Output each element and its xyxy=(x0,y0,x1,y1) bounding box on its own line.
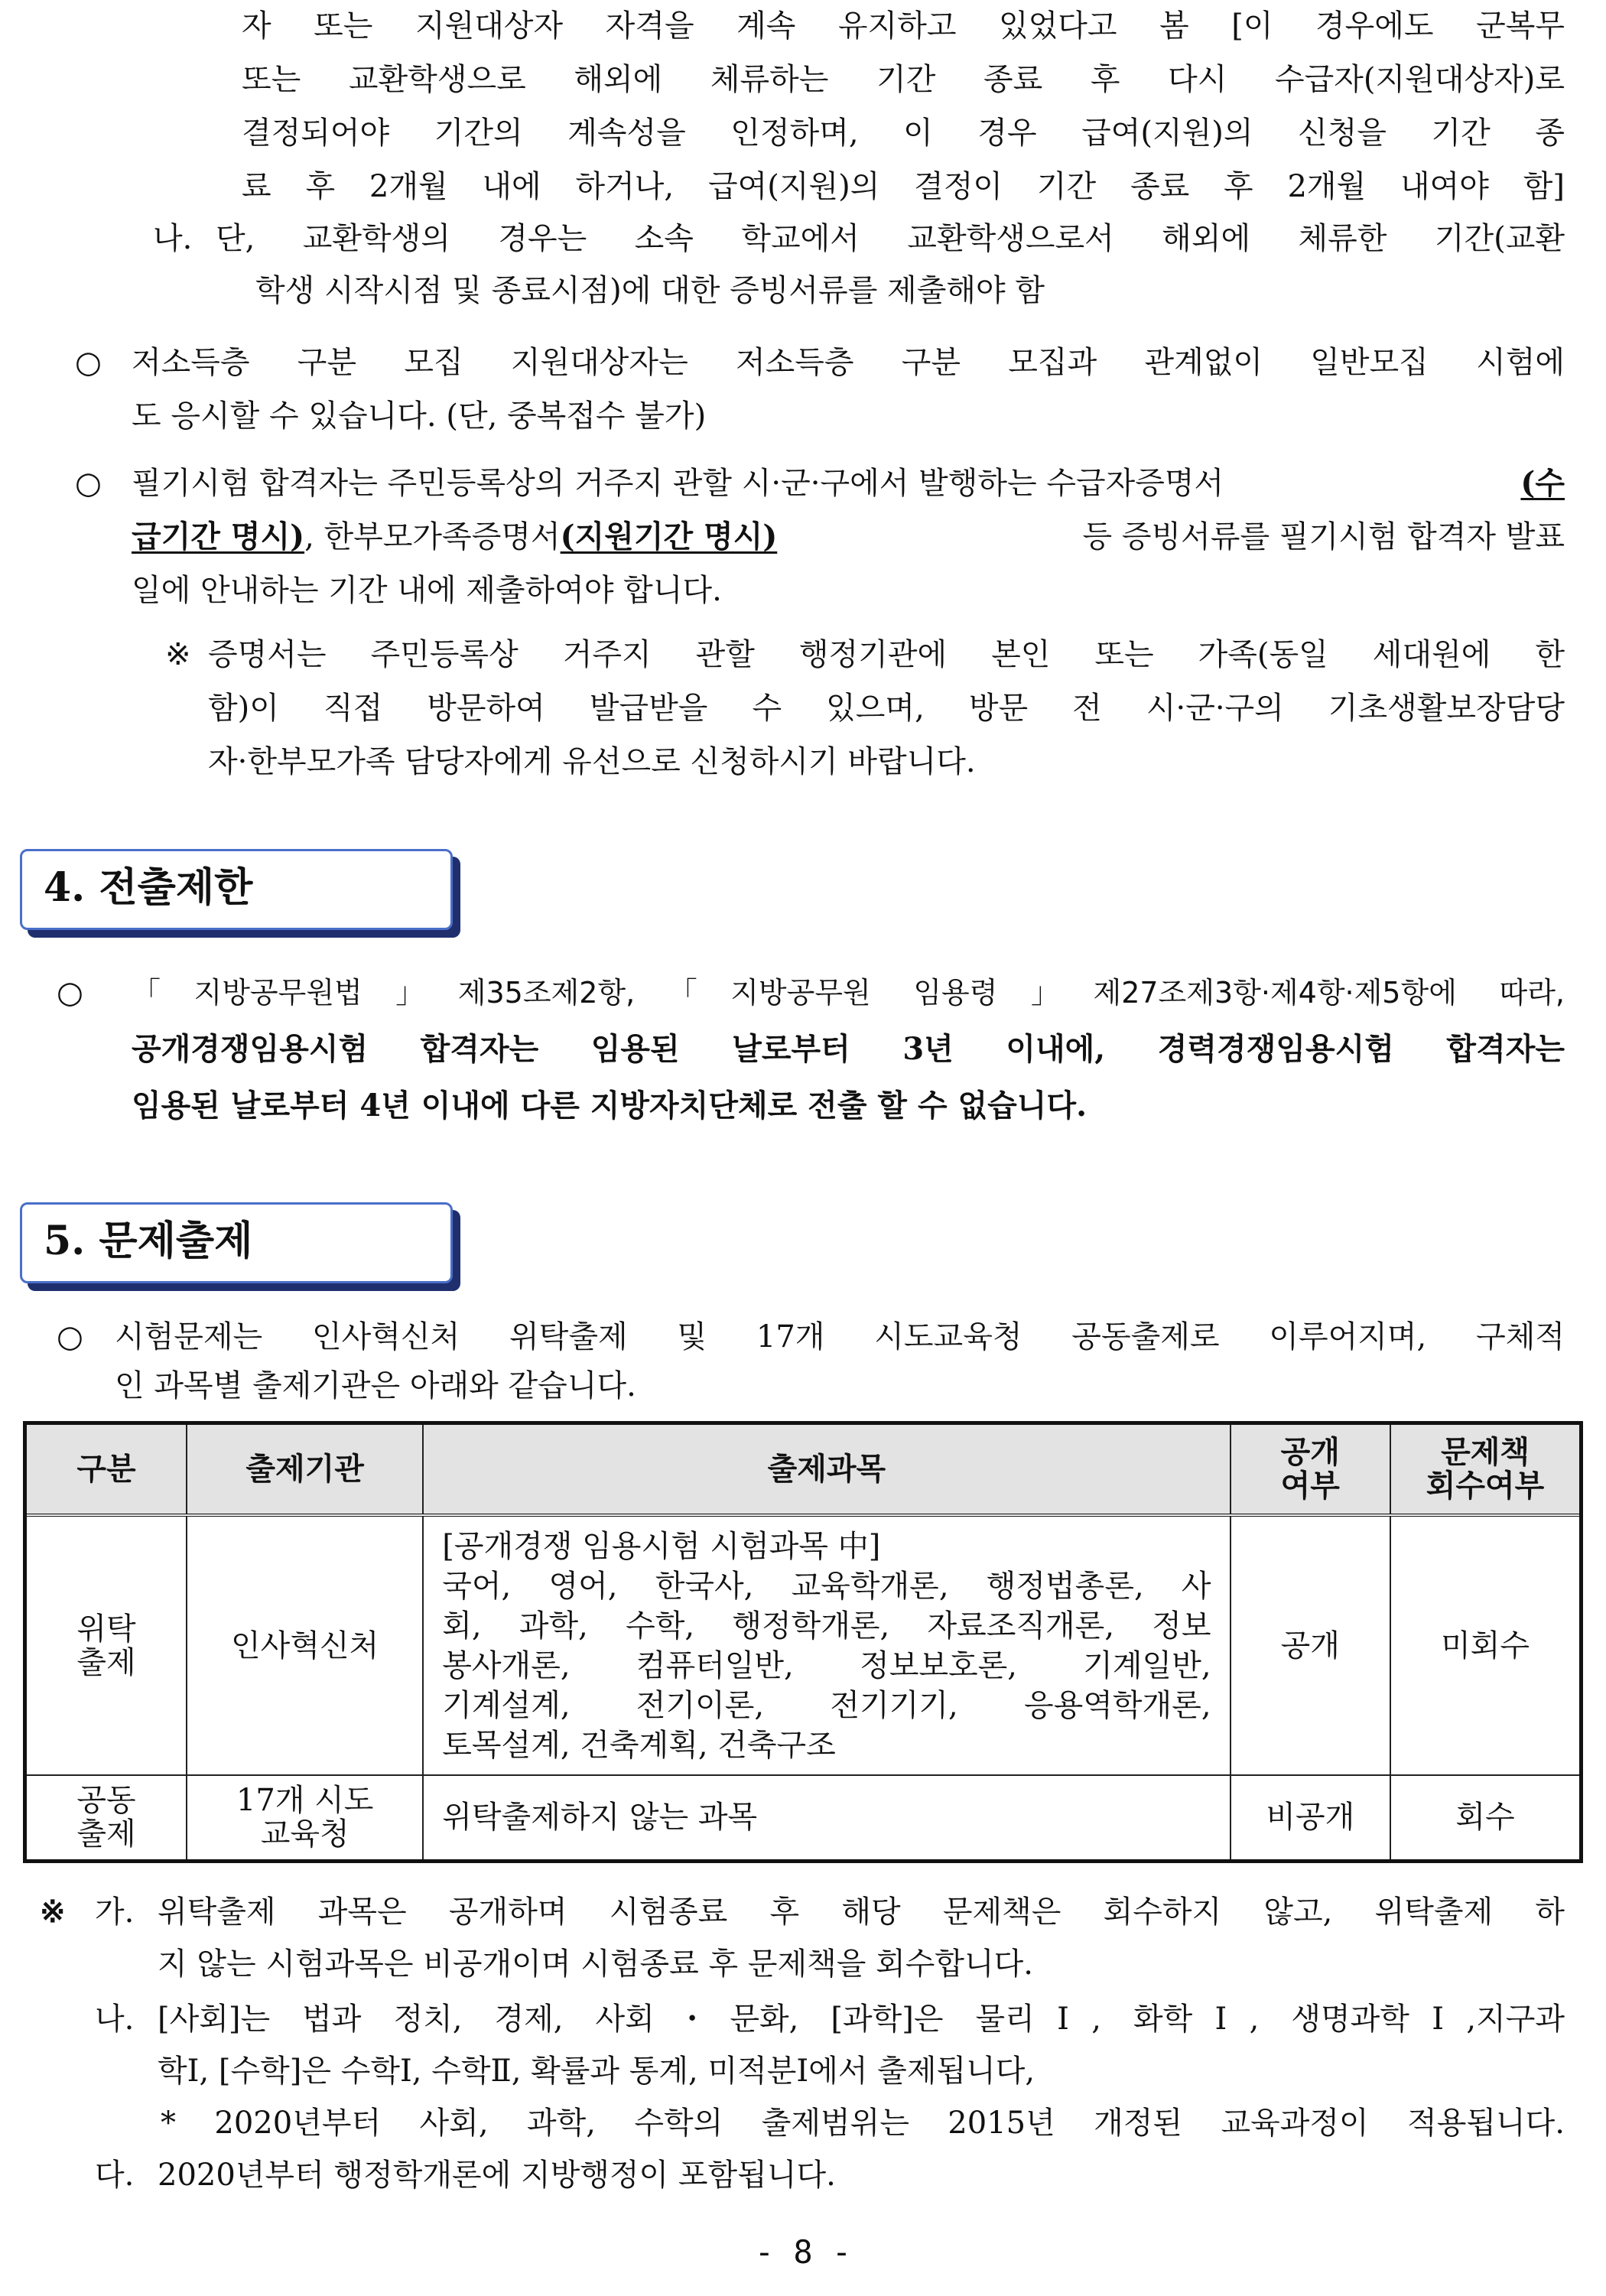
paragraph-line: 자·한부모가족 담당자에게 유선으로 신청하시기 바랍니다. xyxy=(208,744,976,779)
column-header: 문제책 회수여부 xyxy=(1390,1423,1581,1516)
paragraph-line: 「지방공무원법」제35조제2항,「지방공무원 임용령」제27조제3항·제4항·제5항에 따라, xyxy=(132,976,1565,1010)
reference-mark-icon: ※ xyxy=(40,1894,66,1930)
emphasis-text: 급기간 명시) xyxy=(132,519,305,554)
column-header: 공개 여부 xyxy=(1231,1423,1391,1516)
list-marker: 가. xyxy=(95,1894,135,1930)
emphasis-text: 임용된 날로부터 4년 이내에 다른 지방자치단체로 전출 할 수 없습니다. xyxy=(132,1088,1087,1124)
paragraph-line: 함)이 직접 방문하여 발급받을 수 있으며, 방문 전 시·군·구의 기초생활보장담당 xyxy=(208,691,1565,726)
emphasis-text: 공개경쟁임용시험 합격자는 임용된 날로부터 3년 이내에, 경력경쟁임용시험 합격자는 xyxy=(132,1031,1565,1067)
bullet-circle-icon: ○ xyxy=(57,975,83,1010)
paragraph-line: 또는 교환학생으로 해외에 체류하는 기간 종료 후 다시 수급자(지원대상자)로 xyxy=(242,62,1565,97)
table-cell: 비공개 xyxy=(1231,1775,1391,1861)
list-marker: 나. xyxy=(153,221,193,256)
table-cell: 인사혁신처 xyxy=(187,1515,423,1775)
table-cell: 공개 xyxy=(1231,1515,1391,1775)
bullet-circle-icon: ○ xyxy=(57,1319,83,1355)
page-number: - 8 - xyxy=(754,2233,852,2271)
section-heading-box xyxy=(20,1202,453,1283)
section-heading-box xyxy=(20,849,453,930)
paragraph-line: 2020년부터 행정학개론에 지방행정이 포함됩니다. xyxy=(158,2158,836,2193)
paragraph-line: 저소득층 구분 모집 지원대상자는 저소득층 구분 모집과 관계없이 일반모집 시험에 xyxy=(132,345,1565,380)
text-segment: 등 증빙서류를 필기시험 합격자 발표 xyxy=(1082,519,1565,554)
text-segment: 필기시험 합격자는 주민등록상의 거주지 관할 시·군·구에서 발행하는 수급자증명서 xyxy=(132,466,1224,501)
column-header: 출제과목 xyxy=(423,1423,1230,1516)
table-cell: [공개경쟁 임용시험 시험과목 中] 국어, 영어, 한국사, 교육학개론, 행정법총론, 사 회, 과학, 수학, 행정학개론, 자료조직개론, 정보 봉사개론, 컴퓨터일반, 정보보호론, 기계일반, 기계설계, 전기이론, 전기기기, 응용역학개론, 토목설계, 건축계획, 건축구조 xyxy=(423,1515,1230,1775)
paragraph-line: 지 않는 시험과목은 비공개이며 시험종료 후 문제책을 회수합니다. xyxy=(158,1946,1033,1982)
emphasis-text: (수 xyxy=(1520,465,1565,501)
paragraph-line: 료 후 2개월 내에 하거나, 급여(지원)의 결정이 기간 종료 후 2개월 내여야 함] xyxy=(242,169,1565,204)
column-header: 출제기관 xyxy=(187,1423,423,1516)
paragraph-line: 자 또는 지원대상자 자격을 계속 유지하고 있었다고 봄 [이 경우에도 군복무 xyxy=(242,8,1565,44)
paragraph-line: 단, 교환학생의 경우는 소속 학교에서 교환학생으로서 해외에 체류한 기간(교환 xyxy=(216,221,1565,256)
paragraph-line: * 2020년부터 사회, 과학, 수학의 출제범위는 2015년 개정된 교육과정이 적용됩니다. xyxy=(161,2106,1565,2141)
paragraph-line: 시험문제는 인사혁신처 위탁출제 및 17개 시도교육청 공동출제로 이루어지며, 구체적 xyxy=(115,1319,1565,1355)
paragraph-line: 학Ⅰ, [수학]은 수학Ⅰ, 수학Ⅱ, 확률과 통계, 미적분Ⅰ에서 출제됩니다, xyxy=(158,2054,1035,2089)
table-cell: 미회수 xyxy=(1390,1515,1581,1775)
table-row xyxy=(25,1775,1582,1861)
paragraph-line: 일에 안내하는 기간 내에 제출하여야 합니다. xyxy=(132,573,722,608)
paragraph-line: 위탁출제 과목은 공개하며 시험종료 후 해당 문제책은 회수하지 않고, 위탁출제 하 xyxy=(158,1894,1565,1930)
table-cell: 위탁출제하지 않는 과목 xyxy=(423,1775,1230,1861)
table-cell: 공동 출제 xyxy=(25,1775,187,1861)
list-marker: 다. xyxy=(95,2158,135,2193)
column-header: 구분 xyxy=(25,1423,187,1516)
list-marker: 나. xyxy=(95,2002,135,2037)
bullet-circle-icon: ○ xyxy=(75,466,102,501)
paragraph-line xyxy=(132,515,1565,558)
exam-agency-table xyxy=(23,1421,1583,1863)
section-title: 5. 문제출제 xyxy=(44,1218,253,1264)
table-cell: 위탁 출제 xyxy=(25,1515,187,1775)
bullet-circle-icon: ○ xyxy=(75,345,102,380)
paragraph-line: 결정되어야 기간의 계속성을 인정하며, 이 경우 급여(지원)의 신청을 기간 종 xyxy=(242,115,1565,151)
reference-mark-icon: ※ xyxy=(165,637,191,672)
table-row xyxy=(25,1515,1582,1775)
table-cell: 17개 시도 교육청 xyxy=(187,1775,423,1861)
table-cell: 회수 xyxy=(1390,1775,1581,1861)
paragraph-line: 학생 시작시점 및 종료시점)에 대한 증빙서류를 제출해야 함 xyxy=(255,273,1045,308)
paragraph-line: 인 과목별 출제기관은 아래와 같습니다. xyxy=(115,1368,636,1403)
table-header-row xyxy=(25,1423,1582,1516)
section-title: 4. 전출제한 xyxy=(44,864,253,911)
paragraph-line: 도 응시할 수 있습니다. (단, 중복접수 불가) xyxy=(132,398,707,434)
paragraph-line: [사회]는 법과 정치, 경제, 사회・문화, [과학]은 물리Ⅰ, 화학Ⅰ, 생명과학Ⅰ,지구과 xyxy=(158,2002,1565,2037)
paragraph-line: 증명서는 주민등록상 거주지 관할 행정기관에 본인 또는 가족(동일 세대원에 한 xyxy=(208,637,1565,672)
text-segment: , 한부모가족증명서 xyxy=(304,519,561,554)
emphasis-text: (지원기간 명시) xyxy=(560,519,778,554)
paragraph-line xyxy=(132,462,1565,505)
